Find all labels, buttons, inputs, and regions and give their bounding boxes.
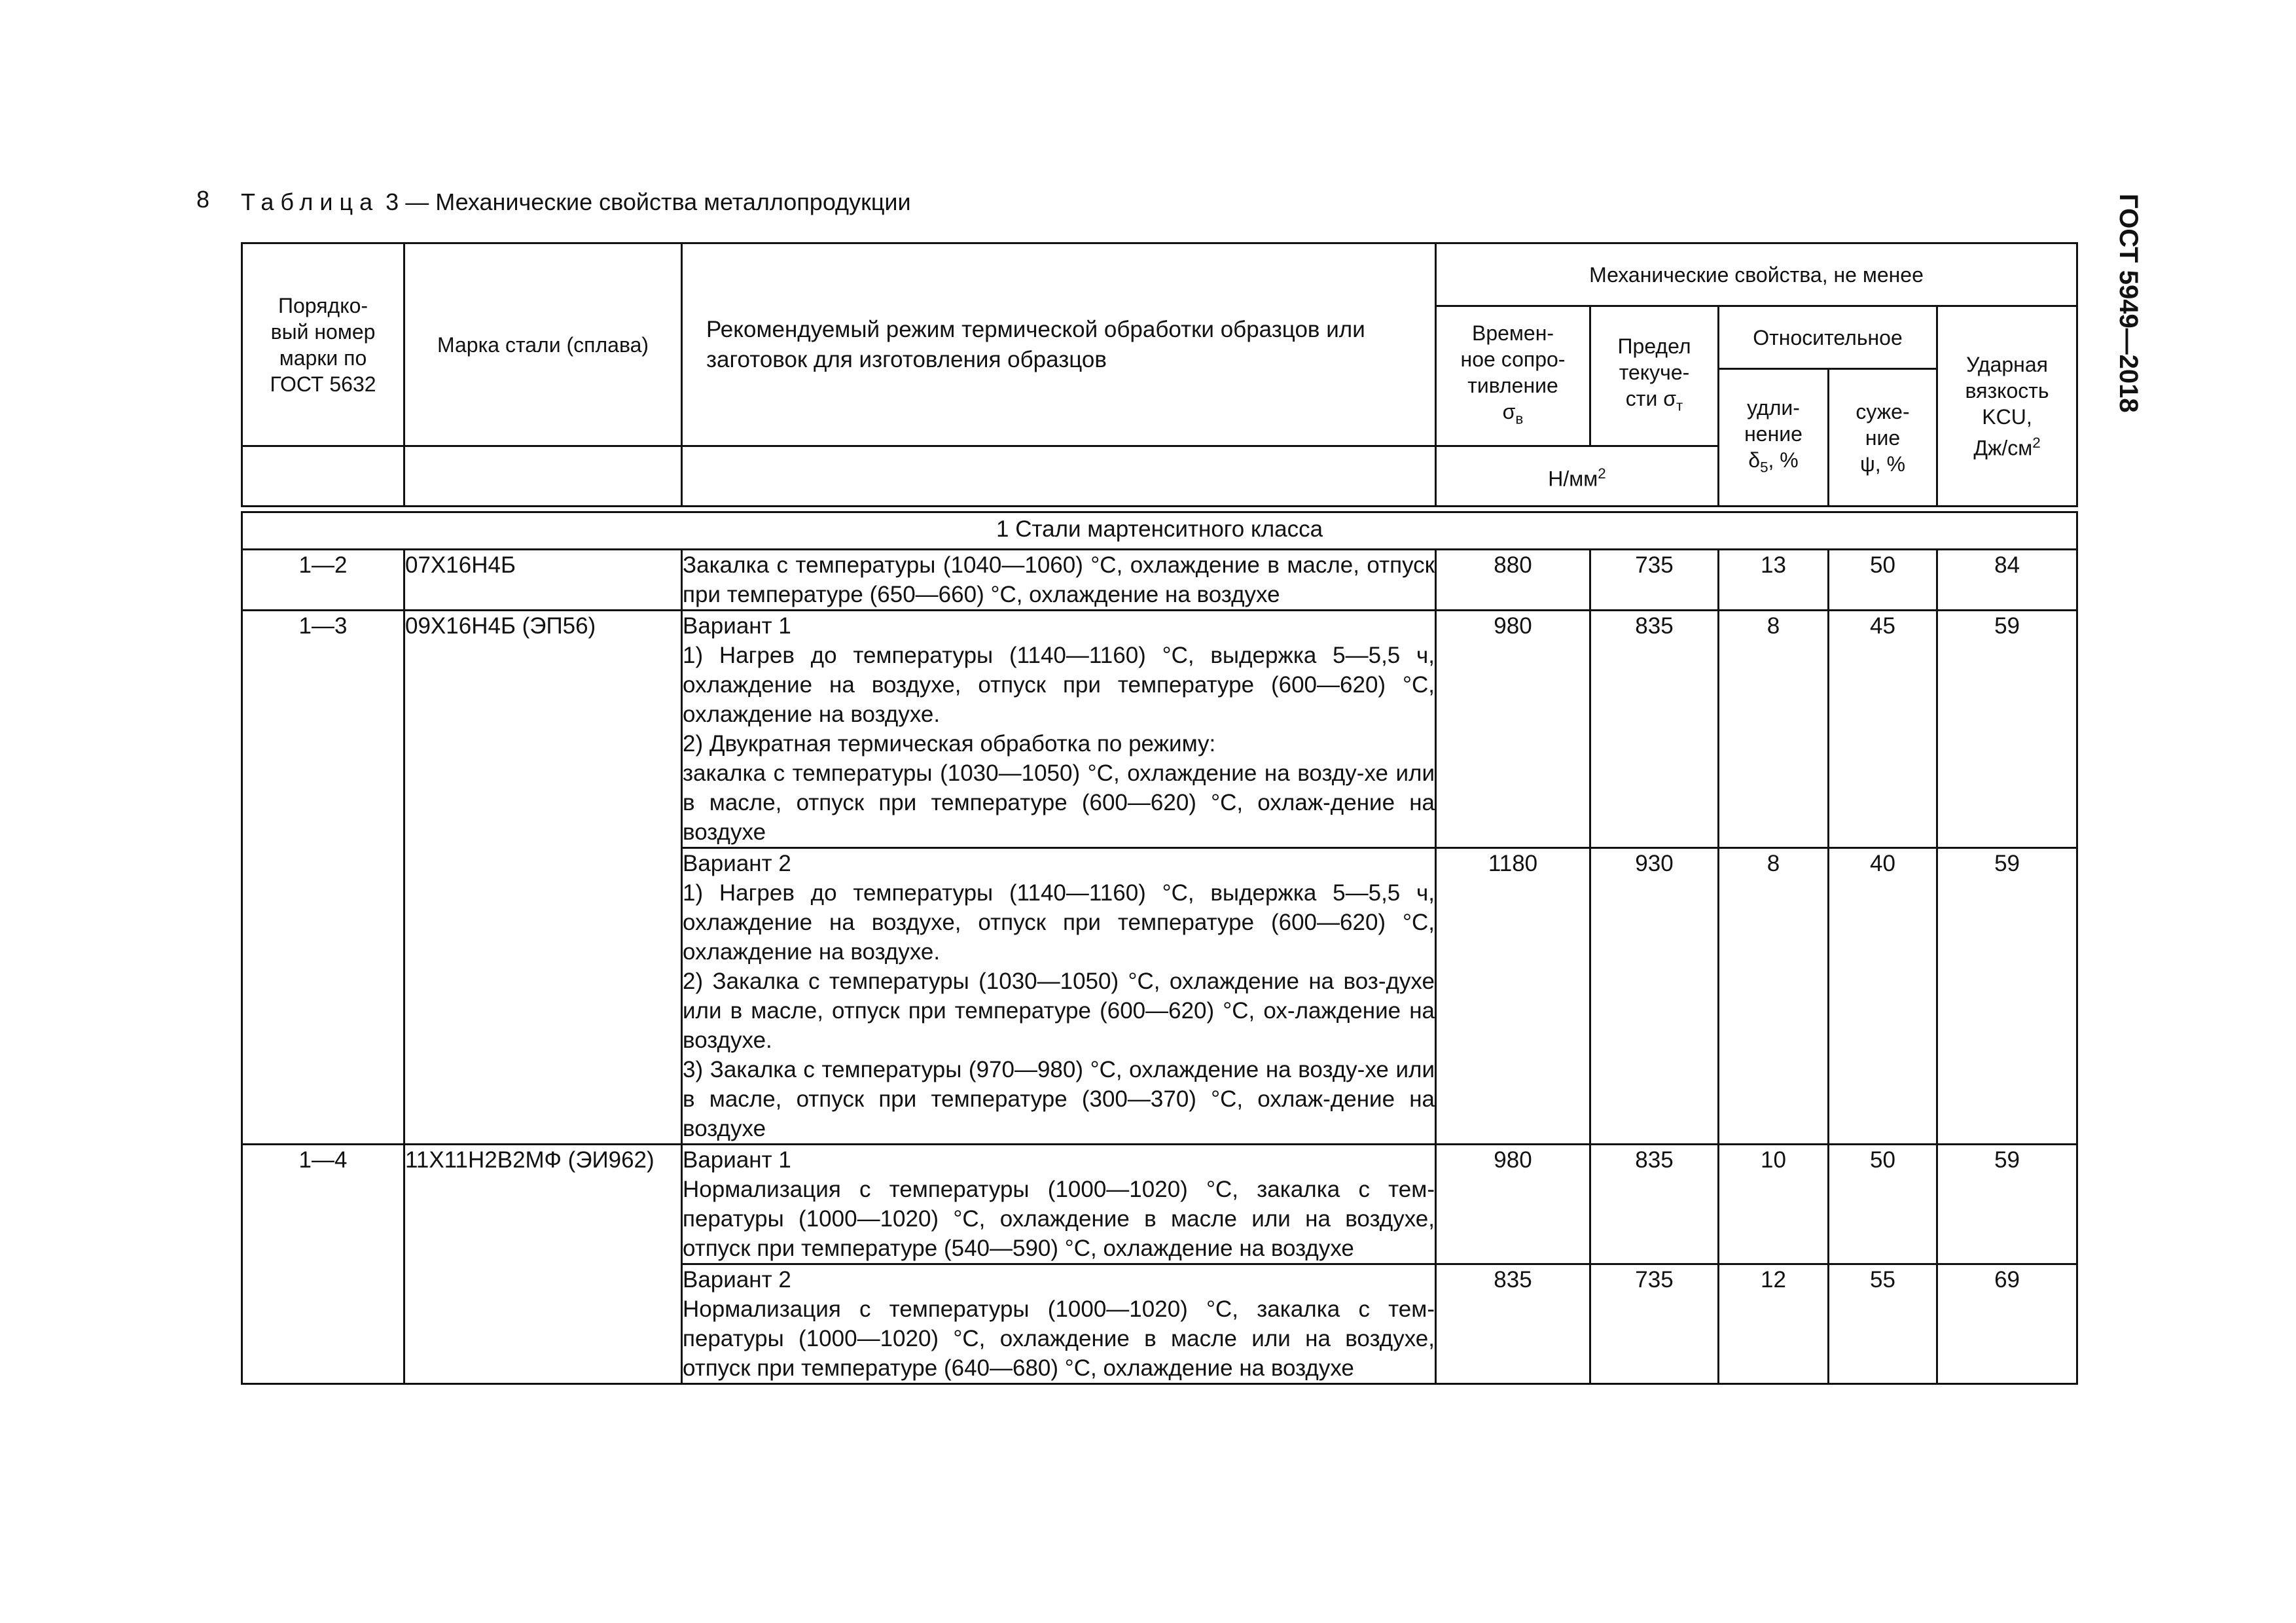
table-row (242, 550, 2077, 611)
document-side-title (2105, 194, 2151, 429)
cell-tensile: 880 (1436, 550, 1590, 611)
header-tensile: Времен- ное сопро- тивление $\sigma_в$ (1436, 306, 1590, 446)
cell-number: 1—4 (242, 1145, 404, 1384)
cell-grade: 11Х11Н2В2МФ (ЭИ962) (404, 1145, 682, 1384)
caption-title: — Механические свойства металлопродукции (405, 188, 911, 215)
cell-tensile: 980 (1436, 1145, 1590, 1264)
page-number: 8 (196, 186, 210, 213)
cell-yield: 930 (1590, 848, 1719, 1145)
cell-impact: 69 (1937, 1264, 2077, 1384)
table-caption (241, 188, 911, 216)
treatment-line: Нормализация с температуры (1000—1020) °С, закалка с тем-пературы (1000—1020) °С, охлаждение в масле или на воздухе, отпуск при температуре (540—590) °С, охлаждение на воздухе (683, 1177, 1435, 1261)
section-row (242, 512, 2077, 550)
treatment-line: Вариант 1 (683, 1147, 791, 1173)
treatment-line: Нормализация с температуры (1000—1020) °С, закалка с тем-пературы (1000—1020) °С, охлаждение в масле или на воздухе, отпуск при температуре (640—680) °С, охлаждение на воздухе (683, 1296, 1435, 1381)
header-number-cont (242, 446, 404, 507)
table-row (242, 1145, 2077, 1264)
cell-impact: 84 (1937, 550, 2077, 611)
cell-yield: 835 (1590, 1145, 1719, 1264)
cell-treatment-mode (682, 848, 1436, 1145)
treatment-line: 3) Закалка с температуры (970—980) °С, охлаждение на возду-хе или в масле, отпуск при температуре (300—370) °С, охлаж-дение на воздухе (683, 1057, 1435, 1141)
cell-number: 1—2 (242, 550, 404, 611)
cell-reduction: 55 (1829, 1264, 1937, 1384)
cell-elongation: 8 (1719, 611, 1829, 848)
treatment-line: 2) Двукратная термическая обработка по режиму: (683, 731, 1216, 757)
header-grade: Марка стали (сплава) (404, 243, 682, 446)
cell-number: 1—3 (242, 611, 404, 1145)
treatment-line: 2) Закалка с температуры (1030—1050) °С, охлаждение на воз-духе или в масле, отпуск при температуре (600—620) °С, ох-лаждение на воздухе. (683, 969, 1435, 1053)
cell-yield: 835 (1590, 611, 1719, 848)
cell-impact: 59 (1937, 848, 2077, 1145)
cell-elongation: 10 (1719, 1145, 1829, 1264)
section-title: 1 Стали мартенситного класса (242, 512, 2077, 550)
cell-treatment-mode (682, 611, 1436, 848)
header-yield: Предел текуче- сти $\sigma_т$ (1590, 306, 1719, 446)
table-row (242, 611, 2077, 848)
treatment-line: 1) Нагрев до температуры (1140—1160) °С, выдержка 5—5,5 ч, охлаждение на воздухе, отпуск при температуре (600—620) °С, охлаждение на воздухе. (683, 643, 1435, 727)
cell-grade: 09Х16Н4Б (ЭП56) (404, 611, 682, 1145)
cell-treatment-mode (682, 1264, 1436, 1384)
cell-grade: 07Х16Н4Б (404, 550, 682, 611)
cell-reduction: 40 (1829, 848, 1937, 1145)
cell-tensile: 1180 (1436, 848, 1590, 1145)
caption-number: 3 (386, 188, 399, 215)
treatment-line: 1) Нагрев до температуры (1140—1160) °С, выдержка 5—5,5 ч, охлаждение на воздухе, отпуск при температуре (600—620) °С, охлаждение на воздухе. (683, 880, 1435, 965)
cell-impact: 59 (1937, 1145, 2077, 1264)
cell-tensile: 835 (1436, 1264, 1590, 1384)
header-double-rule (242, 507, 2077, 512)
cell-reduction: 50 (1829, 550, 1937, 611)
cell-reduction: 45 (1829, 611, 1937, 848)
caption-label: Таблица (241, 188, 380, 215)
mechanical-properties-table (241, 242, 2078, 1385)
cell-reduction: 50 (1829, 1145, 1937, 1264)
treatment-line: Вариант 2 (683, 1267, 791, 1293)
cell-treatment-mode (682, 550, 1436, 611)
treatment-line: Вариант 2 (683, 851, 791, 876)
cell-yield: 735 (1590, 550, 1719, 611)
cell-elongation: 12 (1719, 1264, 1829, 1384)
cell-elongation: 8 (1719, 848, 1829, 1145)
header-unit-stress: $Н/мм^2$ (1436, 446, 1719, 507)
cell-treatment-mode (682, 1145, 1436, 1264)
header-relative-group: Относительное (1719, 306, 1937, 369)
header-grade-cont (404, 446, 682, 507)
header-impact: Ударная вязкость KCU, $Дж/см^2$ (1937, 306, 2077, 507)
header-mode-cont (682, 446, 1436, 507)
header-elongation: удли- нение $\delta_5$, % (1719, 369, 1829, 507)
cell-impact: 59 (1937, 611, 2077, 848)
treatment-line: закалка с температуры (1030—1050) °С, охлаждение на возду-хе или в масле, отпуск при температуре (600—620) °С, охлаж-дение на воздухе (683, 760, 1435, 845)
treatment-line: Вариант 1 (683, 613, 791, 639)
header-reduction: суже- ние ψ, % (1829, 369, 1937, 507)
cell-elongation: 13 (1719, 550, 1829, 611)
header-number: Порядко- вый номер марки по ГОСТ 5632 (242, 243, 404, 446)
cell-yield: 735 (1590, 1264, 1719, 1384)
treatment-line: Закалка с температуры (1040—1060) °С, охлаждение в масле, отпуск при температуре (650—660) °С, охлаждение на воздухе (683, 552, 1435, 607)
cell-tensile: 980 (1436, 611, 1590, 848)
header-treatment-mode: Рекомендуемый режим термической обработки образцов или заготовок для изготовления образцов (682, 243, 1436, 446)
side-title-text: ГОСТ 5949—2018 (2114, 194, 2143, 413)
header-mech-group: Механические свойства, не менее (1436, 243, 2077, 306)
